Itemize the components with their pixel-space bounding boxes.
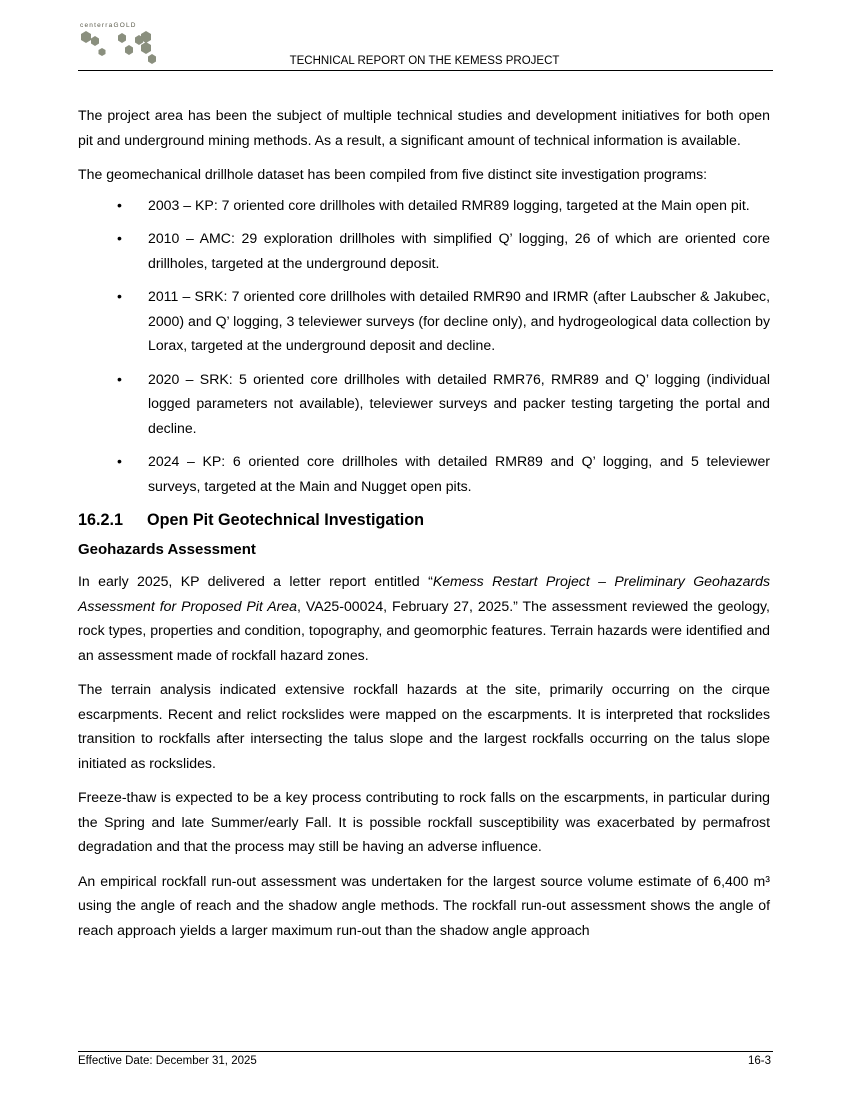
list-item-text: 2020 – SRK: 5 oriented core drillholes with detailed RMR76, RMR89 and Q’ logging (individual logged parameters not available), televiewer surveys and packer testing targeting the portal and decline. bbox=[148, 370, 770, 436]
geohazards-paragraph-3: Freeze-thaw is expected to be a key process contributing to rock falls on the escarpments, in particular during the Spring and late Summer/early Fall. It is possible rockfall susceptibility was exacerbated by permafrost degradation and that the process may still be having an adverse influence. bbox=[78, 789, 770, 854]
list-item bbox=[78, 226, 770, 275]
bullet-icon: • bbox=[117, 230, 122, 246]
section-heading bbox=[78, 507, 770, 533]
list-item-text: 2010 – AMC: 29 exploration drillholes with simplified Q’ logging, 26 of which are oriented core drillholes, targeted at the underground deposit. bbox=[148, 230, 770, 271]
dataset-intro-paragraph: The geomechanical drillhole dataset has been compiled from five distinct site investigation programs: bbox=[78, 166, 708, 182]
logo-wordmark: centerraGOLD bbox=[80, 22, 137, 29]
list-item-text: 2024 – KP: 6 oriented core drillholes with detailed RMR89 and Q’ logging, and 5 televiewer surveys, targeted at the Main and Nugget open pits. bbox=[148, 453, 770, 494]
list-item bbox=[78, 193, 770, 218]
list-item-text: 2003 – KP: 7 oriented core drillholes with detailed RMR89 logging, targeted at the Main open pit. bbox=[148, 196, 750, 213]
effective-date: Effective Date: December 31, 2025 bbox=[78, 1055, 257, 1067]
geohazards-paragraph-4: An empirical rockfall run-out assessment was undertaken for the largest source volume estimate of 6,400 m³ using the angle of reach and the shadow angle methods. The rockfall run-out assessment shows the angle of reach approach yields a larger maximum run-out than the shadow angle approach bbox=[78, 872, 770, 938]
report-title: TECHNICAL REPORT ON THE KEMESS PROJECT bbox=[289, 55, 560, 67]
list-item bbox=[78, 367, 770, 441]
page-number: 16-3 bbox=[747, 1055, 771, 1067]
report-citation: Kemess Restart Project – Preliminary Geohazards Assessment for Proposed Pit Area bbox=[78, 573, 770, 614]
geohazards-paragraph-2: The terrain analysis indicated extensive rockfall hazards at the site, primarily occurring on the cirque escarpments. Recent and relict rockslides were mapped on the escarpments. It is interpreted that rockslides transition to rockfalls after intersecting the talus slope and the largest rockfalls occurring on the talus slope initiated as rockslides. bbox=[78, 681, 770, 771]
footer-divider bbox=[78, 1051, 773, 1052]
bullet-icon: • bbox=[117, 196, 122, 213]
geohazards-paragraph-1: In early 2025, KP delivered a letter report entitled “Kemess Restart Project – Preliminary Geohazards Assessment for Proposed Pit Area, VA25-00024, February 27, 2025.” The assessment reviewed the geology, rock types, properties and condition, topography, and geomorphic features. Terrain hazards were identified and an assessment made of rockfall hazard zones. bbox=[78, 573, 770, 663]
subheading: Geohazards Assessment bbox=[78, 541, 256, 558]
section-title: Open Pit Geotechnical Investigation bbox=[147, 511, 425, 529]
section-number: 16.2.1 bbox=[78, 511, 124, 529]
main-content bbox=[78, 103, 770, 952]
bullet-icon: • bbox=[117, 453, 122, 469]
bullet-icon: • bbox=[117, 370, 122, 387]
bullet-icon: • bbox=[117, 288, 122, 304]
intro-paragraph: The project area has been the subject of multiple technical studies and development initiatives for both open pit and underground mining methods. As a result, a significant amount of technical information is available. bbox=[78, 107, 770, 148]
list-item-text: 2011 – SRK: 7 oriented core drillholes with detailed RMR90 and IRMR (after Laubscher & Jakubec, 2000) and Q’ logging, 3 televiewer surveys (for decline only), and hydrogeological data collection by Lorax, targeted at the underground deposit and decline. bbox=[148, 288, 770, 353]
header-divider bbox=[78, 70, 773, 71]
investigation-program-list bbox=[78, 193, 770, 499]
list-item bbox=[78, 449, 770, 498]
list-item bbox=[78, 284, 770, 358]
